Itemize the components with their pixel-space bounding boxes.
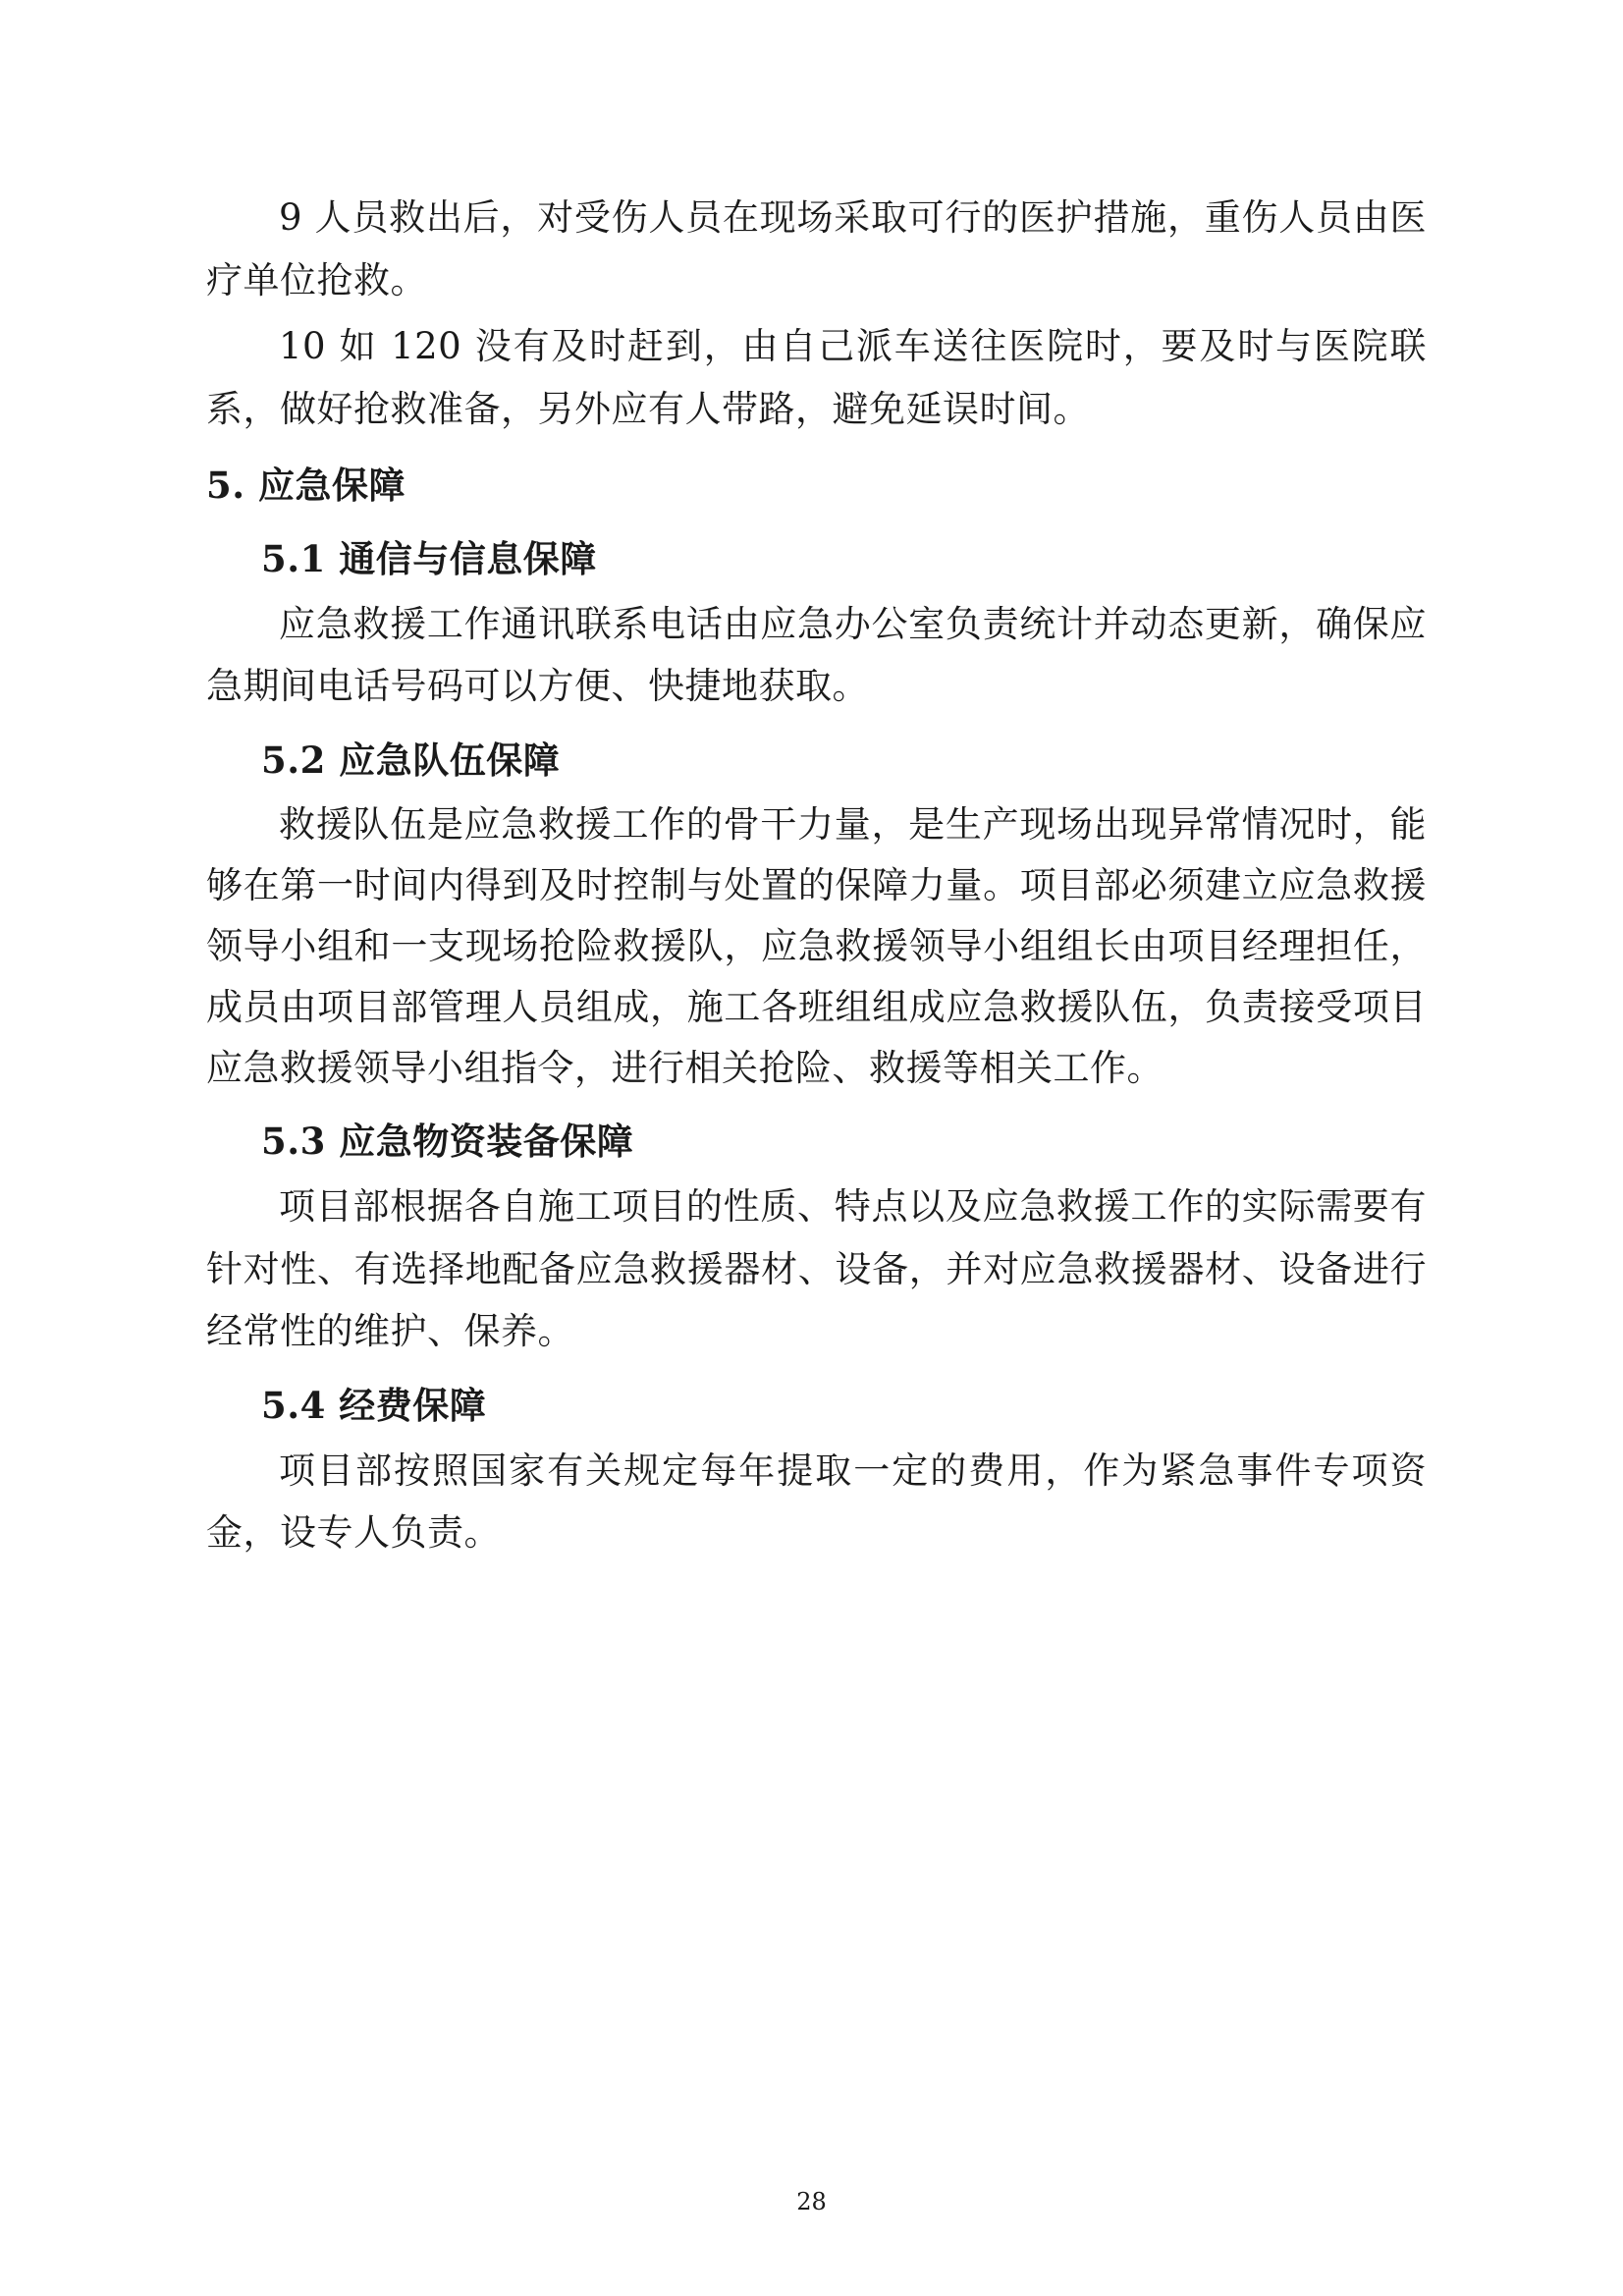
heading-5-2-rescue-team: 5.2 应急队伍保障 xyxy=(261,738,561,782)
paragraph-5-3-body: 项目部根据各自施工项目的性质、特点以及应急救援工作的实际需要有针对性、有选择地配备应急救援器材、设备，并对应急救援器材、设备进行经常性的维护、保养。 xyxy=(206,1185,1427,1353)
paragraph-5-1-body: 应急救援工作通讯联系电话由应急办公室负责统计并动态更新，确保应急期间电话号码可以方便、快捷地获取。 xyxy=(206,602,1427,708)
paragraph-item-10: 10 如 120 没有及时赶到，由自己派车送往医院时，要及时与医院联系，做好抢救准备，另外应有人带路，避免延误时间。 xyxy=(206,325,1427,430)
heading-5-1-communication: 5.1 通信与信息保障 xyxy=(261,537,597,581)
heading-5-3-materials: 5.3 应急物资装备保障 xyxy=(261,1120,634,1164)
paragraph-5-2-body: 救援队伍是应急救援工作的骨干力量，是生产现场出现异常情况时，能够在第一时间内得到及时控制与处置的保障力量。项目部必须建立应急救援领导小组和一支现场抢险救援队，应急救援领导小组组长由项目经理担任，成员由项目部管理人员组成，施工各班组组成应急救援队伍，负责接受项目应急救援领导小组指令，进行相关抢险、救援等相关工作。 xyxy=(206,802,1427,1090)
heading-5-emergency-support: 5. 应急保障 xyxy=(206,463,406,507)
paragraph-5-4-body: 项目部按照国家有关规定每年提取一定的费用，作为紧急事件专项资金，设专人负责。 xyxy=(206,1449,1427,1555)
paragraph-item-9: 9 人员救出后，对受伤人员在现场采取可行的医护措施，重伤人员由医疗单位抢救。 xyxy=(206,196,1427,301)
page-number: 28 xyxy=(796,2188,827,2215)
heading-5-4-funding: 5.4 经费保障 xyxy=(261,1383,487,1427)
